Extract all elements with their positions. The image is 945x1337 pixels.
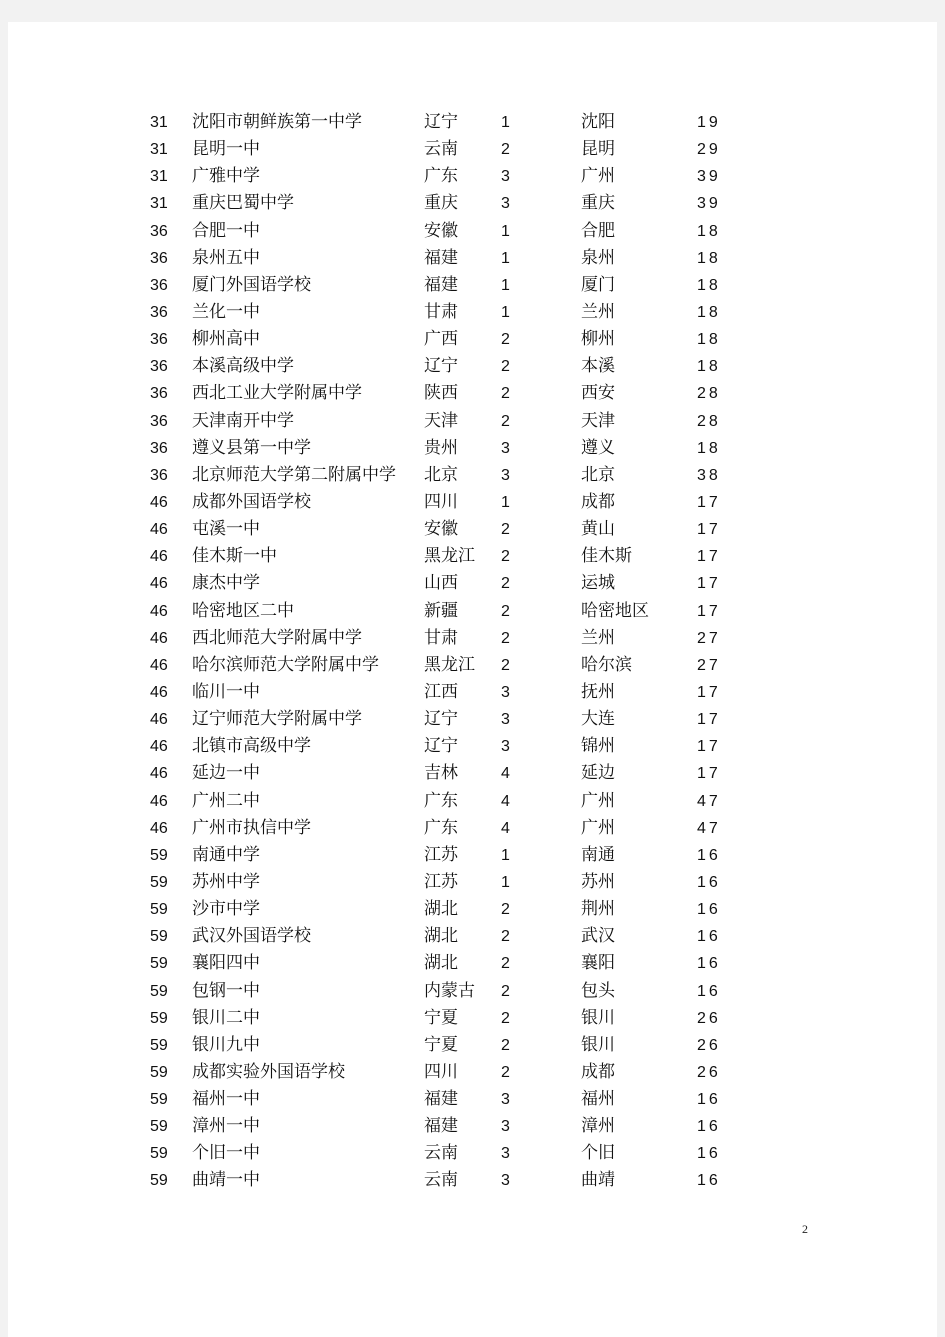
count-cell: 2 xyxy=(501,358,510,376)
school-name-cell: 哈尔滨师范大学附属中学 xyxy=(192,654,379,675)
table-row xyxy=(8,1032,937,1059)
table-row xyxy=(8,896,937,923)
city-cell: 遵义 xyxy=(581,437,615,458)
table-row xyxy=(8,1167,937,1194)
rank-cell: 36 xyxy=(150,331,168,349)
table-row xyxy=(8,543,937,570)
city-cell: 曲靖 xyxy=(581,1170,615,1191)
rank-cell: 59 xyxy=(150,873,168,891)
province-cell: 辽宁 xyxy=(424,112,458,132)
document-page xyxy=(8,22,937,1337)
rank-cell: 36 xyxy=(150,439,168,457)
score-cell: 47 xyxy=(697,819,721,837)
count-cell: 2 xyxy=(501,548,510,566)
table-row xyxy=(8,625,937,652)
table-row xyxy=(8,679,937,706)
province-cell: 湖北 xyxy=(424,926,458,947)
count-cell: 3 xyxy=(501,195,510,213)
table-row xyxy=(8,272,937,299)
school-name-cell: 重庆巴蜀中学 xyxy=(192,193,294,214)
city-cell: 武汉 xyxy=(581,926,615,947)
count-cell: 4 xyxy=(501,765,510,783)
table-row xyxy=(8,1059,937,1086)
school-name-cell: 银川九中 xyxy=(192,1034,260,1055)
table-row xyxy=(8,733,937,760)
count-cell: 1 xyxy=(501,276,510,294)
city-cell: 运城 xyxy=(581,573,615,594)
score-cell: 17 xyxy=(697,521,721,539)
city-cell: 广州 xyxy=(581,817,615,838)
score-cell: 16 xyxy=(697,901,721,919)
province-cell: 山西 xyxy=(424,573,458,594)
count-cell: 2 xyxy=(501,575,510,593)
school-name-cell: 银川二中 xyxy=(192,1007,260,1028)
count-cell: 2 xyxy=(501,656,510,674)
province-cell: 陕西 xyxy=(424,383,458,404)
count-cell: 2 xyxy=(501,385,510,403)
city-cell: 个旧 xyxy=(581,1143,615,1164)
province-cell: 辽宁 xyxy=(424,736,458,757)
rank-cell: 46 xyxy=(150,819,168,837)
table-row xyxy=(8,706,937,733)
count-cell: 3 xyxy=(501,1091,510,1109)
school-name-cell: 成都实验外国语学校 xyxy=(192,1061,345,1082)
city-cell: 银川 xyxy=(581,1007,615,1028)
school-name-cell: 延边一中 xyxy=(192,763,260,784)
score-cell: 18 xyxy=(697,358,721,376)
rank-cell: 59 xyxy=(150,1036,168,1054)
rank-cell: 59 xyxy=(150,1172,168,1190)
score-cell: 16 xyxy=(697,1118,721,1136)
city-cell: 包头 xyxy=(581,980,615,1001)
rank-cell: 59 xyxy=(150,928,168,946)
score-cell: 18 xyxy=(697,249,721,267)
count-cell: 1 xyxy=(501,303,510,321)
school-name-cell: 遵义县第一中学 xyxy=(192,437,311,458)
ranking-table xyxy=(8,109,937,1195)
school-name-cell: 昆明一中 xyxy=(192,139,260,160)
table-row xyxy=(8,842,937,869)
count-cell: 1 xyxy=(501,222,510,240)
rank-cell: 59 xyxy=(150,1063,168,1081)
province-cell: 湖北 xyxy=(424,953,458,974)
score-cell: 17 xyxy=(697,711,721,729)
city-cell: 广州 xyxy=(581,166,615,187)
score-cell: 18 xyxy=(697,331,721,349)
score-cell: 17 xyxy=(697,548,721,566)
province-cell: 安徽 xyxy=(424,220,458,241)
city-cell: 天津 xyxy=(581,410,615,431)
school-name-cell: 西北工业大学附属中学 xyxy=(192,383,362,404)
province-cell: 广西 xyxy=(424,329,458,350)
count-cell: 3 xyxy=(501,439,510,457)
count-cell: 3 xyxy=(501,738,510,756)
count-cell: 3 xyxy=(501,1118,510,1136)
province-cell: 四川 xyxy=(424,491,458,512)
score-cell: 29 xyxy=(697,141,721,159)
city-cell: 黄山 xyxy=(581,519,615,540)
score-cell: 26 xyxy=(697,1036,721,1054)
count-cell: 2 xyxy=(501,141,510,159)
province-cell: 吉林 xyxy=(424,763,458,784)
province-cell: 贵州 xyxy=(424,437,458,458)
score-cell: 47 xyxy=(697,792,721,810)
table-row xyxy=(8,326,937,353)
province-cell: 天津 xyxy=(424,410,458,431)
count-cell: 2 xyxy=(501,928,510,946)
province-cell: 福建 xyxy=(424,247,458,268)
school-name-cell: 柳州高中 xyxy=(192,329,260,350)
school-name-cell: 曲靖一中 xyxy=(192,1170,260,1191)
rank-cell: 46 xyxy=(150,629,168,647)
province-cell: 江苏 xyxy=(424,844,458,865)
province-cell: 湖北 xyxy=(424,899,458,920)
rank-cell: 46 xyxy=(150,575,168,593)
rank-cell: 46 xyxy=(150,765,168,783)
page-number: 2 xyxy=(802,1222,808,1236)
province-cell: 福建 xyxy=(424,274,458,295)
table-row xyxy=(8,435,937,462)
province-cell: 辽宁 xyxy=(424,709,458,730)
table-row xyxy=(8,598,937,625)
score-cell: 39 xyxy=(697,195,721,213)
city-cell: 兰州 xyxy=(581,301,615,322)
city-cell: 漳州 xyxy=(581,1116,615,1137)
table-row xyxy=(8,1086,937,1113)
school-name-cell: 兰化一中 xyxy=(192,301,260,322)
rank-cell: 46 xyxy=(150,738,168,756)
score-cell: 18 xyxy=(697,303,721,321)
rank-cell: 31 xyxy=(150,195,168,213)
school-name-cell: 个旧一中 xyxy=(192,1143,260,1164)
score-cell: 18 xyxy=(697,276,721,294)
score-cell: 16 xyxy=(697,1172,721,1190)
rank-cell: 36 xyxy=(150,412,168,430)
count-cell: 2 xyxy=(501,521,510,539)
count-cell: 2 xyxy=(501,1063,510,1081)
table-row xyxy=(8,869,937,896)
rank-cell: 59 xyxy=(150,955,168,973)
score-cell: 28 xyxy=(697,385,721,403)
count-cell: 2 xyxy=(501,982,510,1000)
city-cell: 北京 xyxy=(581,464,615,485)
table-row xyxy=(8,815,937,842)
province-cell: 黑龙江 xyxy=(424,654,475,675)
rank-cell: 59 xyxy=(150,982,168,1000)
city-cell: 柳州 xyxy=(581,329,615,350)
school-name-cell: 襄阳四中 xyxy=(192,953,260,974)
city-cell: 沈阳 xyxy=(581,112,615,132)
school-name-cell: 广州市执信中学 xyxy=(192,817,311,838)
table-row xyxy=(8,1140,937,1167)
count-cell: 2 xyxy=(501,602,510,620)
city-cell: 荆州 xyxy=(581,899,615,920)
province-cell: 福建 xyxy=(424,1089,458,1110)
province-cell: 江苏 xyxy=(424,871,458,892)
rank-cell: 59 xyxy=(150,901,168,919)
rank-cell: 59 xyxy=(150,846,168,864)
rank-cell: 31 xyxy=(150,114,168,131)
score-cell: 16 xyxy=(697,1091,721,1109)
province-cell: 北京 xyxy=(424,464,458,485)
province-cell: 甘肃 xyxy=(424,301,458,322)
rank-cell: 36 xyxy=(150,358,168,376)
table-row xyxy=(8,136,937,163)
table-row xyxy=(8,1005,937,1032)
province-cell: 安徽 xyxy=(424,519,458,540)
table-row xyxy=(8,462,937,489)
score-cell: 18 xyxy=(697,222,721,240)
table-row xyxy=(8,950,937,977)
table-row xyxy=(8,489,937,516)
province-cell: 新疆 xyxy=(424,600,458,621)
province-cell: 宁夏 xyxy=(424,1034,458,1055)
count-cell: 2 xyxy=(501,412,510,430)
school-name-cell: 天津南开中学 xyxy=(192,410,294,431)
count-cell: 1 xyxy=(501,249,510,267)
rank-cell: 59 xyxy=(150,1091,168,1109)
province-cell: 云南 xyxy=(424,1143,458,1164)
school-name-cell: 北京师范大学第二附属中学 xyxy=(192,464,396,485)
rank-cell: 46 xyxy=(150,602,168,620)
city-cell: 苏州 xyxy=(581,871,615,892)
rank-cell: 46 xyxy=(150,792,168,810)
province-cell: 云南 xyxy=(424,139,458,160)
city-cell: 厦门 xyxy=(581,274,615,295)
score-cell: 26 xyxy=(697,1063,721,1081)
city-cell: 延边 xyxy=(581,763,615,784)
city-cell: 重庆 xyxy=(581,193,615,214)
rank-cell: 46 xyxy=(150,548,168,566)
school-name-cell: 北镇市高级中学 xyxy=(192,736,311,757)
school-name-cell: 福州一中 xyxy=(192,1089,260,1110)
city-cell: 昆明 xyxy=(581,139,615,160)
rank-cell: 59 xyxy=(150,1009,168,1027)
table-row xyxy=(8,923,937,950)
table-row xyxy=(8,652,937,679)
table-row xyxy=(8,353,937,380)
school-name-cell: 厦门外国语学校 xyxy=(192,274,311,295)
city-cell: 南通 xyxy=(581,844,615,865)
school-name-cell: 广州二中 xyxy=(192,790,260,811)
city-cell: 泉州 xyxy=(581,247,615,268)
count-cell: 2 xyxy=(501,955,510,973)
score-cell: 19 xyxy=(697,114,721,131)
rank-cell: 59 xyxy=(150,1145,168,1163)
province-cell: 云南 xyxy=(424,1170,458,1191)
count-cell: 3 xyxy=(501,683,510,701)
score-cell: 39 xyxy=(697,168,721,186)
school-name-cell: 屯溪一中 xyxy=(192,519,260,540)
school-name-cell: 广雅中学 xyxy=(192,166,260,187)
score-cell: 17 xyxy=(697,575,721,593)
rank-cell: 59 xyxy=(150,1118,168,1136)
rank-cell: 46 xyxy=(150,493,168,511)
table-row xyxy=(8,516,937,543)
rank-cell: 46 xyxy=(150,656,168,674)
table-row xyxy=(8,788,937,815)
count-cell: 1 xyxy=(501,114,510,131)
score-cell: 18 xyxy=(697,439,721,457)
table-row xyxy=(8,1113,937,1140)
school-name-cell: 南通中学 xyxy=(192,844,260,865)
rank-cell: 31 xyxy=(150,141,168,159)
count-cell: 2 xyxy=(501,901,510,919)
province-cell: 甘肃 xyxy=(424,627,458,648)
score-cell: 17 xyxy=(697,765,721,783)
school-name-cell: 佳木斯一中 xyxy=(192,546,277,567)
score-cell: 27 xyxy=(697,656,721,674)
rank-cell: 36 xyxy=(150,222,168,240)
province-cell: 福建 xyxy=(424,1116,458,1137)
city-cell: 哈尔滨 xyxy=(581,654,632,675)
count-cell: 2 xyxy=(501,629,510,647)
score-cell: 38 xyxy=(697,466,721,484)
province-cell: 宁夏 xyxy=(424,1007,458,1028)
city-cell: 成都 xyxy=(581,1061,615,1082)
score-cell: 16 xyxy=(697,955,721,973)
table-row xyxy=(8,109,937,136)
table-row xyxy=(8,570,937,597)
province-cell: 内蒙古 xyxy=(424,980,475,1001)
city-cell: 广州 xyxy=(581,790,615,811)
table-row xyxy=(8,299,937,326)
province-cell: 广东 xyxy=(424,817,458,838)
rank-cell: 46 xyxy=(150,683,168,701)
rank-cell: 46 xyxy=(150,521,168,539)
city-cell: 兰州 xyxy=(581,627,615,648)
school-name-cell: 包钢一中 xyxy=(192,980,260,1001)
province-cell: 黑龙江 xyxy=(424,546,475,567)
province-cell: 辽宁 xyxy=(424,356,458,377)
score-cell: 26 xyxy=(697,1009,721,1027)
count-cell: 4 xyxy=(501,819,510,837)
city-cell: 合肥 xyxy=(581,220,615,241)
school-name-cell: 合肥一中 xyxy=(192,220,260,241)
school-name-cell: 沙市中学 xyxy=(192,899,260,920)
school-name-cell: 沈阳市朝鲜族第一中学 xyxy=(192,112,362,132)
city-cell: 本溪 xyxy=(581,356,615,377)
table-row xyxy=(8,245,937,272)
table-row xyxy=(8,218,937,245)
city-cell: 银川 xyxy=(581,1034,615,1055)
rank-cell: 46 xyxy=(150,711,168,729)
school-name-cell: 漳州一中 xyxy=(192,1116,260,1137)
count-cell: 1 xyxy=(501,846,510,864)
rank-cell: 36 xyxy=(150,303,168,321)
count-cell: 2 xyxy=(501,1009,510,1027)
count-cell: 4 xyxy=(501,792,510,810)
school-name-cell: 武汉外国语学校 xyxy=(192,926,311,947)
table-row xyxy=(8,380,937,407)
score-cell: 17 xyxy=(697,493,721,511)
city-cell: 佳木斯 xyxy=(581,546,632,567)
count-cell: 2 xyxy=(501,331,510,349)
school-name-cell: 本溪高级中学 xyxy=(192,356,294,377)
province-cell: 广东 xyxy=(424,166,458,187)
city-cell: 西安 xyxy=(581,383,615,404)
city-cell: 大连 xyxy=(581,709,615,730)
score-cell: 16 xyxy=(697,928,721,946)
score-cell: 16 xyxy=(697,873,721,891)
city-cell: 哈密地区 xyxy=(581,600,649,621)
city-cell: 锦州 xyxy=(581,736,615,757)
table-row xyxy=(8,408,937,435)
count-cell: 3 xyxy=(501,168,510,186)
school-name-cell: 泉州五中 xyxy=(192,247,260,268)
score-cell: 27 xyxy=(697,629,721,647)
city-cell: 福州 xyxy=(581,1089,615,1110)
count-cell: 3 xyxy=(501,1145,510,1163)
rank-cell: 36 xyxy=(150,385,168,403)
rank-cell: 31 xyxy=(150,168,168,186)
count-cell: 3 xyxy=(501,711,510,729)
province-cell: 四川 xyxy=(424,1061,458,1082)
count-cell: 3 xyxy=(501,466,510,484)
school-name-cell: 成都外国语学校 xyxy=(192,491,311,512)
count-cell: 2 xyxy=(501,1036,510,1054)
province-cell: 重庆 xyxy=(424,193,458,214)
city-cell: 抚州 xyxy=(581,681,615,702)
table-row xyxy=(8,163,937,190)
province-cell: 广东 xyxy=(424,790,458,811)
score-cell: 17 xyxy=(697,738,721,756)
rank-cell: 36 xyxy=(150,276,168,294)
province-cell: 江西 xyxy=(424,681,458,702)
table-row xyxy=(8,760,937,787)
score-cell: 16 xyxy=(697,1145,721,1163)
table-row xyxy=(8,190,937,217)
count-cell: 3 xyxy=(501,1172,510,1190)
city-cell: 襄阳 xyxy=(581,953,615,974)
school-name-cell: 康杰中学 xyxy=(192,573,260,594)
score-cell: 16 xyxy=(697,846,721,864)
rank-cell: 36 xyxy=(150,249,168,267)
city-cell: 成都 xyxy=(581,491,615,512)
table-row xyxy=(8,978,937,1005)
school-name-cell: 西北师范大学附属中学 xyxy=(192,627,362,648)
score-cell: 17 xyxy=(697,683,721,701)
school-name-cell: 辽宁师范大学附属中学 xyxy=(192,709,362,730)
score-cell: 16 xyxy=(697,982,721,1000)
count-cell: 1 xyxy=(501,493,510,511)
count-cell: 1 xyxy=(501,873,510,891)
school-name-cell: 临川一中 xyxy=(192,681,260,702)
score-cell: 28 xyxy=(697,412,721,430)
rank-cell: 36 xyxy=(150,466,168,484)
school-name-cell: 苏州中学 xyxy=(192,871,260,892)
score-cell: 17 xyxy=(697,602,721,620)
school-name-cell: 哈密地区二中 xyxy=(192,600,294,621)
